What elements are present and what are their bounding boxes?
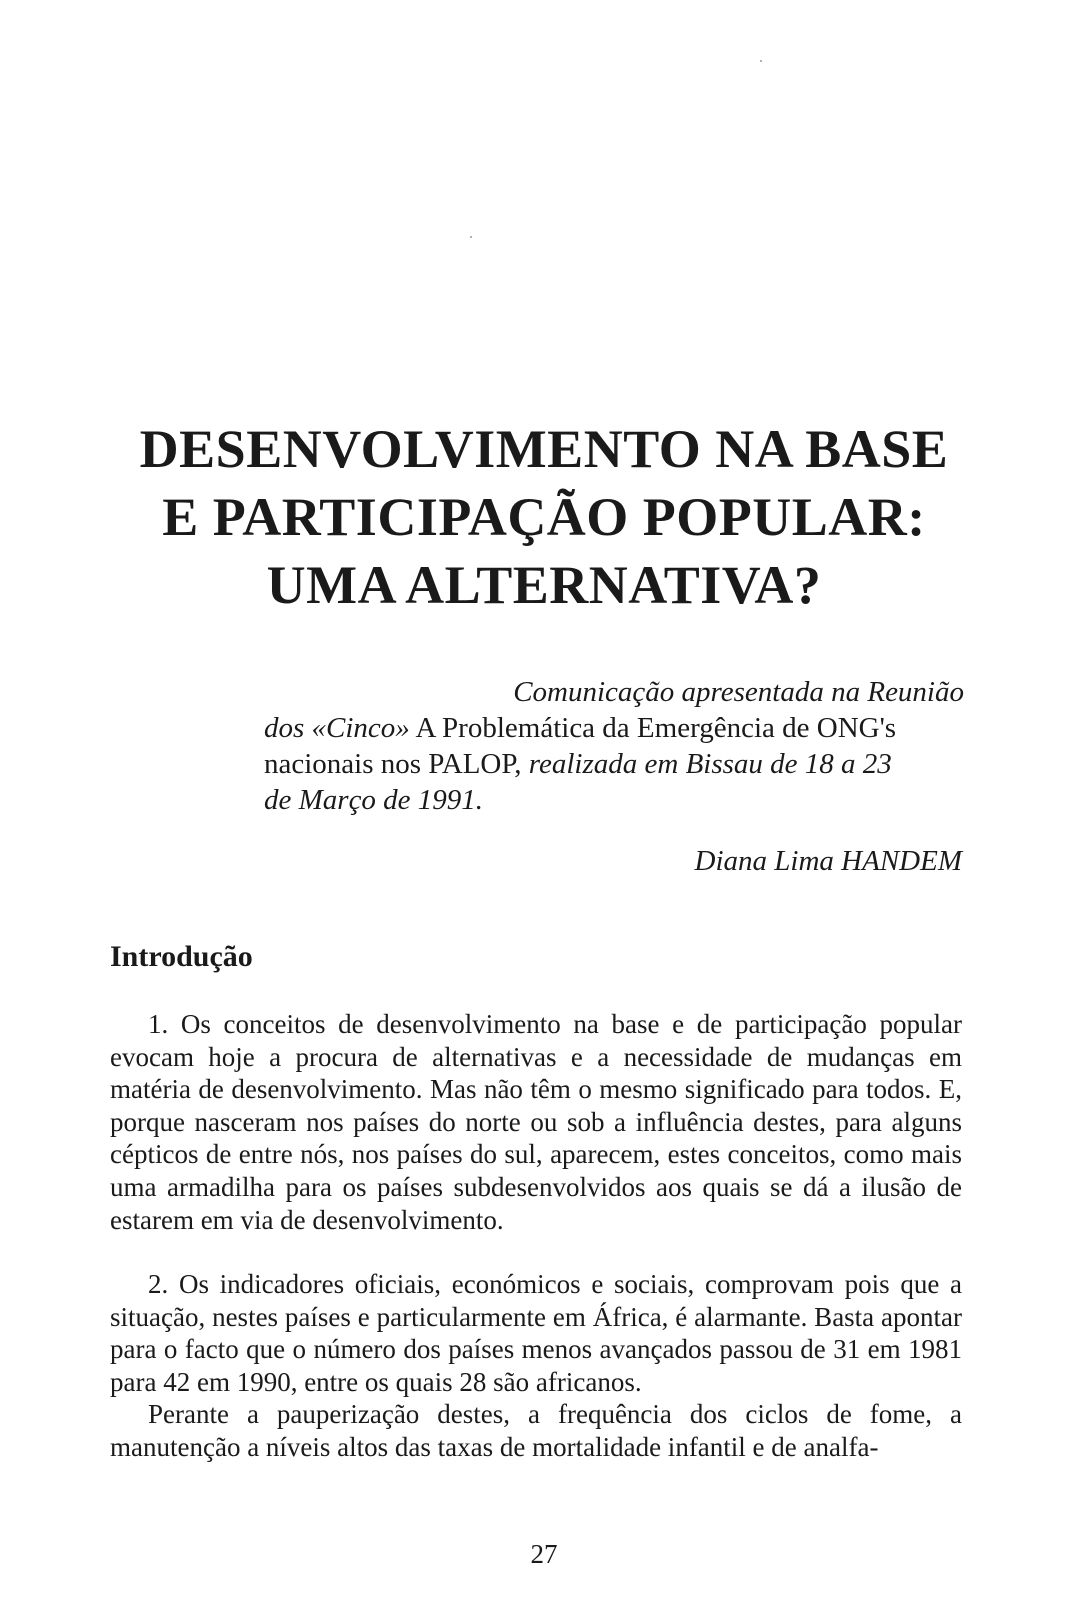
- scan-speck: [470, 236, 472, 238]
- paragraph-3: Perante a pauperização destes, a frequência dos ciclos de fome, a manutenção a níveis altos das taxas de mortalidade infantil e de analfa-: [110, 1399, 962, 1462]
- note-line-2-roman: A Problemática da Emergência de ONG's: [409, 712, 897, 744]
- scan-speck: [760, 60, 762, 62]
- note-line-1: [264, 674, 964, 710]
- body-paragraph-block-1: [110, 1008, 962, 1236]
- note-line-2-italic: dos «Cinco»: [264, 712, 410, 744]
- page-number: 27: [530, 1539, 558, 1569]
- title-line-3: UMA ALTERNATIVA?: [266, 555, 822, 615]
- article-title: [100, 415, 988, 619]
- note-line-3-roman: nacionais nos PALOP,: [264, 748, 522, 780]
- section-heading: Introdução: [110, 940, 253, 973]
- note-line-3-italic: realizada em Bissau de 18 a 23: [521, 748, 892, 780]
- paragraph-2: 2. Os indicadores oficiais, económicos e sociais, comprovam pois que a situação, nestes países e particularmente em África, é alarmante. Basta apontar para o facto que o número dos países menos avançados passou de 31 em 1981 para 42 em 1990, entre os quais 28 são africanos.: [110, 1269, 962, 1397]
- title-line-1: DESENVOLVIMENTO NA BASE: [139, 419, 949, 479]
- note-line-1-italic: Comunicação apresentada na Reunião: [513, 676, 964, 708]
- body-paragraph-block-2: [110, 1268, 962, 1464]
- note-line-4: [264, 782, 964, 818]
- title-line-2: E PARTICIPAÇÃO POPULAR:: [162, 487, 926, 547]
- presentation-note: [264, 674, 964, 818]
- author-name: Diana Lima HANDEM: [694, 845, 962, 877]
- note-line-4-italic: de Março de 1991.: [264, 784, 484, 816]
- note-line-2: [264, 710, 964, 746]
- note-line-3: [264, 746, 964, 782]
- paragraph-1: 1. Os conceitos de desenvolvimento na base e de participação popular evocam hoje a procura de alternativas e a necessidade de mudanças em matéria de desenvolvimento. Mas não têm o mesmo significado para todos. E, porque nasceram nos países do norte ou sob a influência destes, para alguns cépticos de entre nós, nos países do sul, aparecem, estes conceitos, como mais uma armadilha para os países subdesenvolvidos aos quais se dá a ilusão de estarem em via de desenvolvimento.: [110, 1009, 962, 1235]
